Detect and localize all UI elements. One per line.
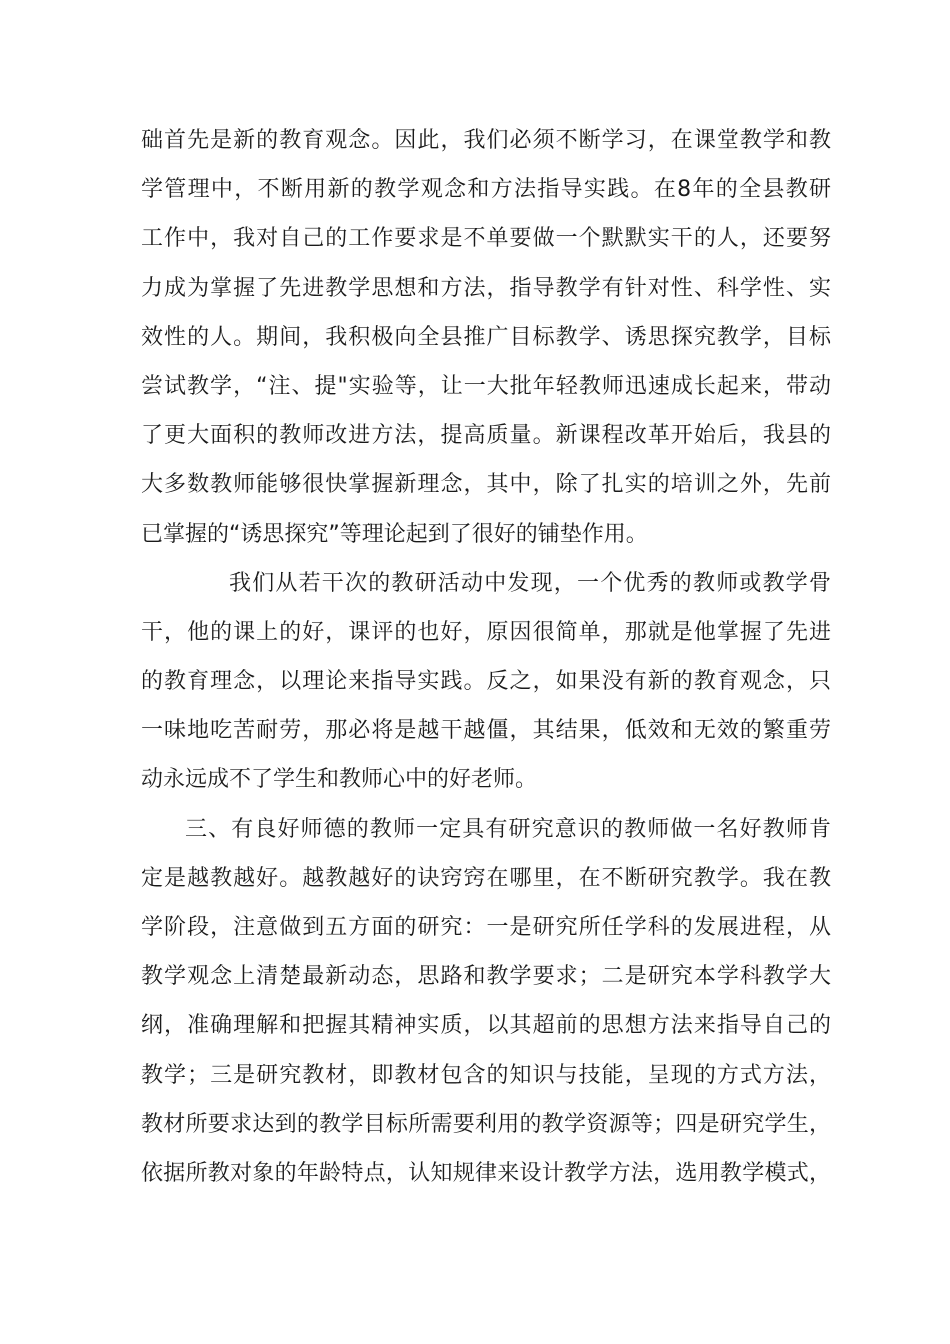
text-line: 三、有良好师德的教师一定具有研究意识的教师做一名好教师肯 [185,816,831,842]
text-line: 大多数教师能够很快掌握新理念，其中，除了扎实的培训之外，先前 [141,472,831,498]
text-line: 定是越教越好。越教越好的诀窍窍在哪里，在不断研究教学。我在教 [141,865,831,891]
text-line: 教学观念上清楚最新动态，思路和教学要求；二是研究本学科教学大 [141,964,831,990]
text-line: 依据所教对象的年龄特点，认知规律来设计教学方法，选用教学模式， [141,1160,831,1186]
text-line: 学阶段，注意做到五方面的研究：一是研究所任学科的发展进程，从 [141,915,831,940]
body-text [141,116,831,1198]
text-line: 工作中，我对自己的工作要求是不单要做一个默默实干的人，还要努 [141,226,831,252]
text-line: 尝试教学，“注、提"实验等，让一大批年轻教师迅速成长起来，带动 [141,373,831,399]
text-line: 力成为掌握了先进教学思想和方法，指导教学有针对性、科学性、实 [141,275,831,301]
text-line: 础首先是新的教育观念。因此，我们必须不断学习，在课堂教学和教 [141,128,831,153]
text-line: 的教育理念，以理论来指导实践。反之，如果没有新的教育观念，只 [141,669,831,695]
text-line: 了更大面积的教师改进方法，提高质量。新课程改革开始后，我县的 [141,423,831,449]
text-line: 纲，准确理解和把握其精神实质，以其超前的思想方法来指导自己的 [141,1013,831,1039]
text-line: 效性的人。期间，我积极向全县推广目标教学、诱思探究教学，目标 [141,324,831,350]
text-line: 教学；三是研究教材，即教材包含的知识与技能，呈现的方式方法， [141,1062,831,1088]
text-line: 我们从若干次的教研活动中发现，一个优秀的教师或教学骨 [229,570,831,596]
text-line: 已掌握的“诱思探究”等理论起到了很好的铺垫作用。 [141,521,648,547]
text-line: 干，他的课上的好，课评的也好，原因很简单，那就是他掌握了先进 [141,619,831,645]
text-line: 动永远成不了学生和教师心中的好老师。 [141,767,538,793]
text-line: 教材所要求达到的教学目标所需要利用的教学资源等；四是研究学生， [141,1111,831,1137]
text-line: 学管理中，不断用新的教学观念和方法指导实践。在8年的全县教研 [141,177,831,203]
text-line: 一味地吃苦耐劳，那必将是越干越僵，其结果，低效和无效的繁重劳 [141,718,831,744]
